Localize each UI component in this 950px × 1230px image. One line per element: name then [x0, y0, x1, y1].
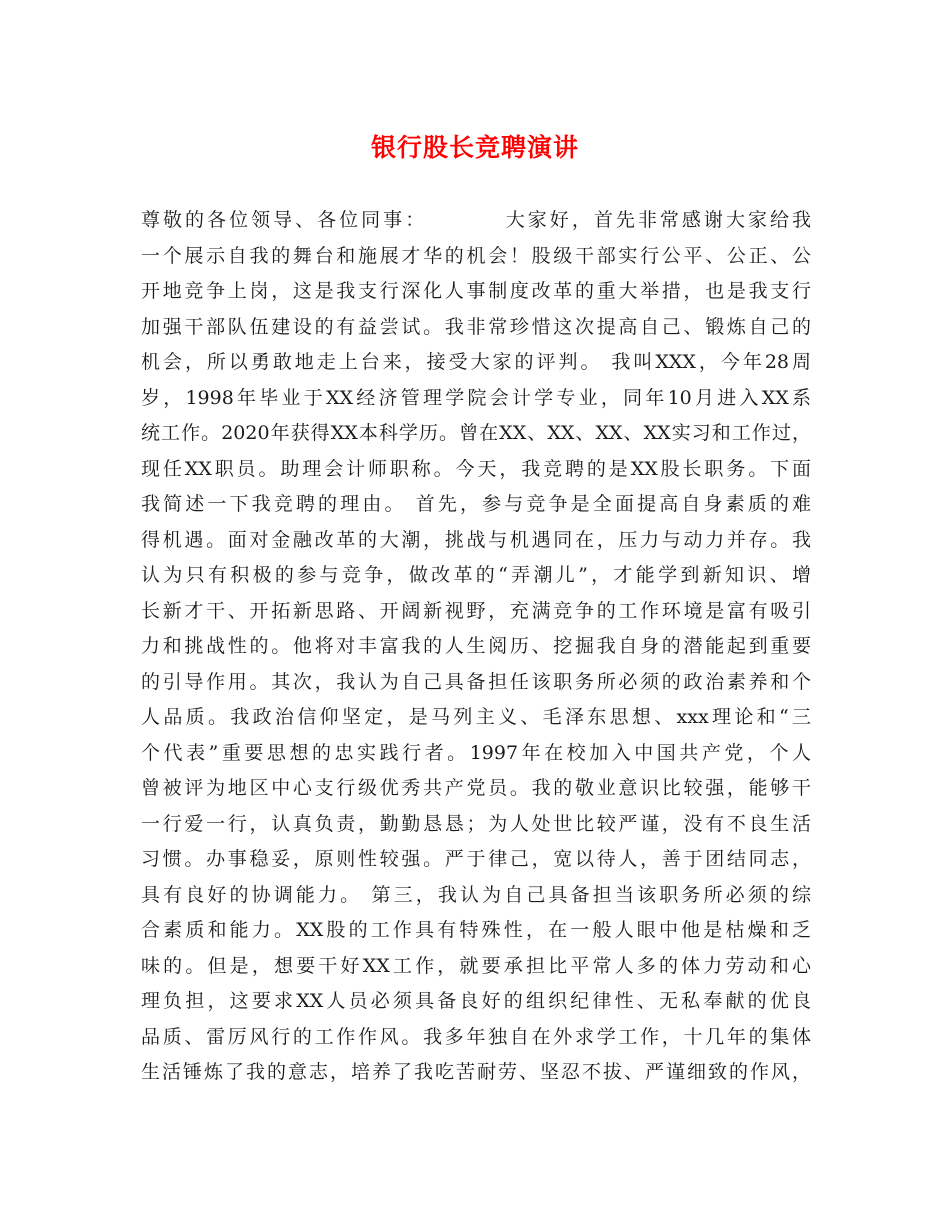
body-line: 味的。但是，想要干好XX工作，就要承担比平常人多的体力劳动和心 [141, 954, 811, 977]
body-line: 品质、雷厉风行的工作作风。我多年独自在外求学工作，十几年的集体 [141, 1025, 811, 1048]
body-line: 尊敬的各位领导、各位同事： 大家好，首先非常感谢大家给我 [141, 209, 811, 231]
body-line: 得机遇。面对金融改革的大潮，挑战与机遇同在，压力与动力并存。我 [141, 528, 811, 551]
body-line: 习惯。办事稳妥，原则性较强。严于律己，宽以待人，善于团结同志， [141, 848, 811, 870]
body-line: 开地竞争上岗，这是我支行深化人事制度改革的重大举措，也是我支行 [141, 280, 811, 302]
body-line: 岁，1998年毕业于XX经济管理学院会计学专业，同年10月进入XX系 [141, 386, 811, 409]
body-line: 理负担，这要求XX人员必须具备良好的组织纪律性、无私奉献的优良 [141, 990, 811, 1012]
document-body [141, 203, 811, 1091]
body-line: 长新才干、开拓新思路、开阔新视野，充满竞争的工作环境是富有吸引 [141, 599, 811, 622]
body-line: 力和挑战性的。他将对丰富我的人生阅历、挖掘我自身的潜能起到重要 [141, 635, 811, 657]
body-line: 生活锤炼了我的意志，培养了我吃苦耐劳、坚忍不拔、严谨细致的作风， [141, 1061, 811, 1083]
body-line: 人品质。我政治信仰坚定，是马列主义、毛泽东思想、xxx理论和“三 [141, 706, 811, 728]
body-line: 个代表”重要思想的忠实践行者。1997年在校加入中国共产党，个人 [141, 741, 811, 764]
body-line: 一行爱一行，认真负责，勤勤恳恳；为人处世比较严谨，没有不良生活 [141, 812, 811, 835]
body-line: 我简述一下我竞聘的理由。 首先，参与竞争是全面提高自身素质的难 [141, 493, 811, 515]
body-line: 一个展示自我的舞台和施展才华的机会！股级干部实行公平、公正、公 [141, 244, 811, 267]
document-title: 银行股长竞聘演讲 [370, 133, 579, 162]
body-line: 现任XX职员。助理会计师职称。今天，我竞聘的是XX股长职务。下面 [141, 457, 811, 480]
body-line: 统工作。2020年获得XX本科学历。曾在XX、XX、XX、XX实习和工作过， [141, 422, 811, 444]
body-line: 具有良好的协调能力。 第三，我认为自己具备担当该职务所必须的综 [141, 883, 811, 906]
body-line: 加强干部队伍建设的有益尝试。我非常珍惜这次提高自己、锻炼自己的 [141, 315, 811, 338]
body-line: 机会，所以勇敢地走上台来，接受大家的评判。 我叫XXX，今年28周 [141, 351, 811, 373]
body-line: 曾被评为地区中心支行级优秀共产党员。我的敬业意识比较强，能够干 [141, 777, 811, 799]
body-line: 认为只有积极的参与竞争，做改革的“弄潮儿”，才能学到新知识、增 [141, 564, 811, 586]
body-line: 的引导作用。其次，我认为自己具备担任该职务所必须的政治素养和个 [141, 670, 811, 693]
body-line: 合素质和能力。XX股的工作具有特殊性，在一般人眼中他是枯燥和乏 [141, 919, 811, 941]
